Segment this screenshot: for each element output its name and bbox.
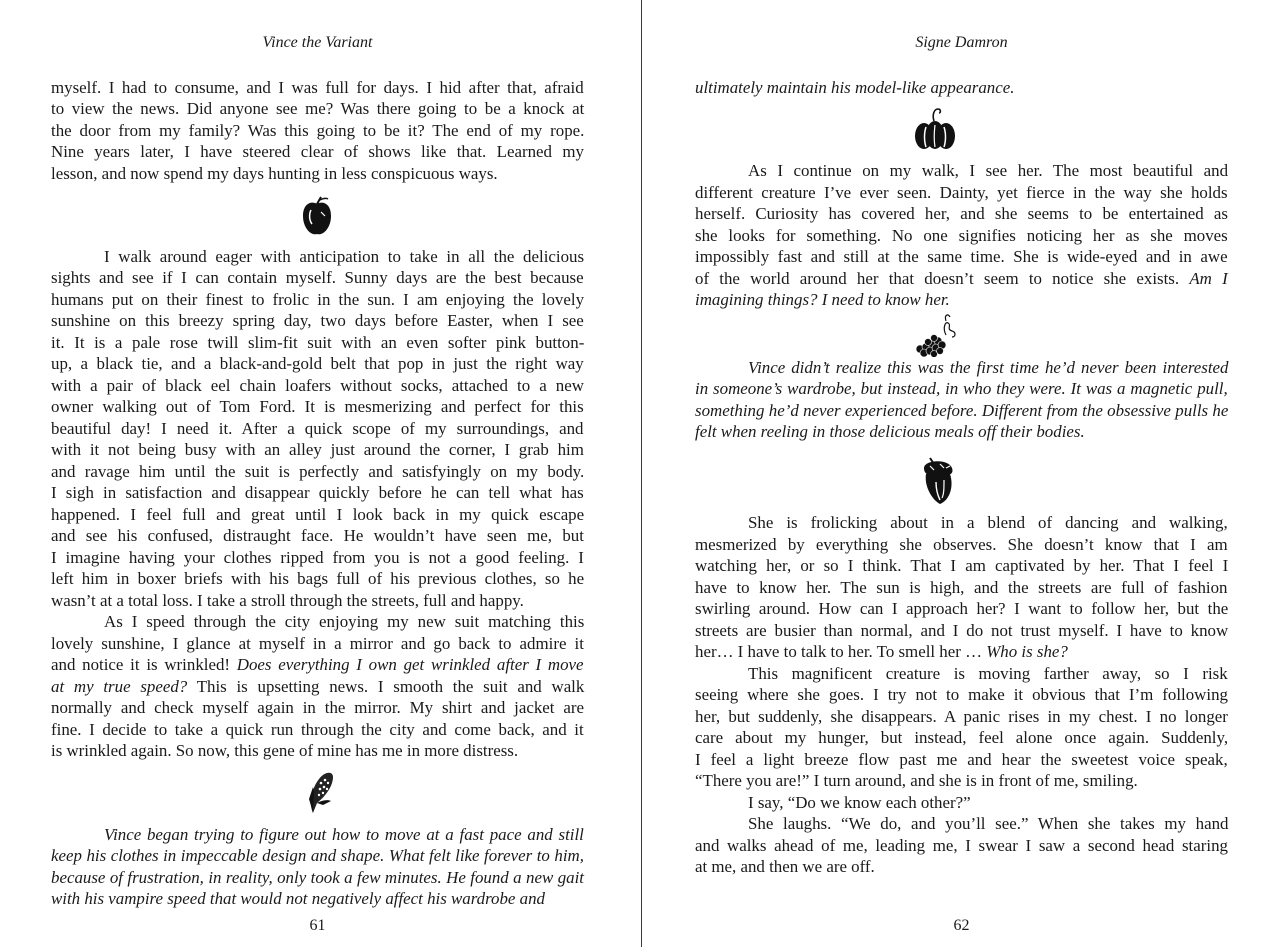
text-line xyxy=(695,421,1085,442)
text-line xyxy=(695,727,1228,748)
page-number: 61 xyxy=(309,917,326,934)
text-line xyxy=(51,654,584,675)
roman-text: care about my hunger, but instead, feel alone once again. Suddenly, xyxy=(695,728,1229,747)
roman-text: owner walking out of Tom Ford. It is mesmerizing and perfect for this xyxy=(51,397,584,416)
roman-text: and notice it is wrinkled! xyxy=(51,655,237,674)
text-line xyxy=(51,547,584,568)
roman-text: at me, and then we are off. xyxy=(695,857,875,876)
roman-text: fine. I decide to take a quick run through the city and come back, and it xyxy=(51,719,584,739)
pumpkin-icon xyxy=(912,107,958,151)
text-line xyxy=(695,182,1228,203)
running-head: Vince the Variant xyxy=(262,34,373,51)
text-line xyxy=(51,461,584,482)
roman-text: wasn’t at a total loss. I take a stroll through the streets, full and happy. xyxy=(51,590,524,610)
text-line xyxy=(104,611,584,632)
text-line xyxy=(51,504,584,525)
text-line xyxy=(695,835,1228,856)
text-line xyxy=(695,203,1228,224)
italic-text: in someone’s wardrobe, but instead, in who they were. It was a magnetic pull, xyxy=(695,379,1228,398)
roman-text: She laughs. “We do, and you’ll see.” When she takes my hand xyxy=(748,814,1229,833)
text-line xyxy=(695,225,1228,246)
text-line xyxy=(51,120,584,141)
text-line xyxy=(51,353,584,374)
text-line xyxy=(695,749,1228,770)
roman-text: As I speed through the city enjoying my new suit matching this xyxy=(104,612,585,631)
text-line xyxy=(51,98,584,119)
italic-text: ultimately maintain his model-like appearance. xyxy=(695,77,1015,97)
roman-text: I imagine having your clothes ripped from you is not a good feeling. I xyxy=(51,547,584,567)
roman-text: watching her, or so I think. That I am captivated by her. That I feel I xyxy=(695,556,1229,575)
roman-text: swirling around. How can I approach her? I want to follow her, but the xyxy=(695,599,1229,618)
roman-text: happened. I feel full and great until I look back in my quick escape xyxy=(51,504,585,524)
text-line xyxy=(51,163,498,184)
roman-text: is wrinkled again. So now, this gene of mine has me in more distress. xyxy=(51,741,519,760)
text-line xyxy=(695,684,1228,705)
roman-text: impossibly fast and still at the same time. She is wide-eyed and in awe xyxy=(695,247,1228,266)
roman-text: sights and see if I can contain myself. Sunny days are the best because xyxy=(51,268,584,287)
text-line xyxy=(51,888,545,909)
text-line xyxy=(695,641,1068,662)
text-line xyxy=(695,706,1228,727)
roman-text: have to know her. The sun is high, and the streets are full of fashion xyxy=(695,577,1228,597)
roman-text: herself. Curiosity has covered her, and she seems to be entertained as xyxy=(695,204,1228,223)
text-line xyxy=(51,141,584,162)
right-page xyxy=(695,0,1228,947)
text-line xyxy=(748,512,1228,533)
text-line xyxy=(51,77,584,98)
text-line xyxy=(695,577,1228,598)
text-line xyxy=(748,160,1228,181)
italic-text: something he’d never experienced before. Different from the obsessive pulls he xyxy=(695,400,1229,420)
roman-text: I sigh in satisfaction and disappear quickly before he can tell what has xyxy=(51,483,584,502)
text-line xyxy=(51,590,524,611)
roman-text: of the world around her that doesn’t seem to notice she exists. xyxy=(695,268,1190,288)
text-line xyxy=(51,482,584,503)
text-line xyxy=(695,598,1228,619)
text-line xyxy=(748,663,1228,684)
roman-text: sunshine on this breezy spring day, two days before Easter, when I see xyxy=(51,311,584,330)
text-line xyxy=(51,310,584,331)
roman-text: humans put on their finest to frolic in the sun. I am enjoying the lovely xyxy=(51,289,585,309)
text-line xyxy=(51,697,584,718)
roman-text: and see his confused, distraught face. He wouldn’t have seen me, but xyxy=(51,526,584,545)
page-gutter-divider xyxy=(641,0,642,947)
acorn-icon xyxy=(918,454,960,506)
italic-text: with his vampire speed that would not negatively affect his wardrobe and xyxy=(51,889,545,908)
roman-text: She is frolicking about in a blend of dancing and walking, xyxy=(748,513,1228,532)
roman-text: the door from my family? Was this going to be it? The end of my rope. xyxy=(51,120,585,140)
text-line xyxy=(51,439,584,460)
roman-text: different creature I’ve ever seen. Dainty, yet fierce in the way she holds xyxy=(695,182,1228,202)
text-line xyxy=(51,289,584,310)
roman-text: up, a black tie, and a black-and-gold belt that pop in just the right way xyxy=(51,354,584,373)
text-line xyxy=(748,792,971,813)
roman-text: it. It is a pale rose twill slim-fit suit with an even softer pink button- xyxy=(51,332,585,352)
text-line xyxy=(51,332,584,353)
text-line xyxy=(748,357,1228,378)
text-line xyxy=(695,77,1014,98)
text-line xyxy=(695,289,950,310)
roman-text: left him in boxer briefs with his bags full of his previous clothes, so he xyxy=(51,569,585,588)
roman-text: and ravage him until the suit is perfectly and satisfyingly on my body. xyxy=(51,461,585,481)
roman-text: her, but suddenly, she disappears. A panic rises in my chest. I no longer xyxy=(695,706,1228,726)
roman-text: I feel a light breeze flow past me and hear the sweetest voice speak, xyxy=(695,749,1228,769)
italic-text: Does everything I own get wrinkled after I move xyxy=(236,655,584,674)
text-line xyxy=(51,568,584,589)
roman-text: beautiful day! I need it. After a quick scope of my surroundings, and xyxy=(51,418,584,438)
italic-text: keep his clothes in impeccable design and shape. What felt like forever to him, xyxy=(51,846,584,865)
text-line xyxy=(695,555,1228,576)
roman-text: “There you are!” I turn around, and she is in front of me, smiling. xyxy=(695,771,1138,790)
text-line xyxy=(104,246,584,267)
text-line xyxy=(695,770,1138,791)
text-line xyxy=(695,400,1228,421)
roman-text: normally and check myself again in the mirror. My shirt and jacket are xyxy=(51,698,585,717)
text-line xyxy=(51,396,584,417)
roman-text: she looks for something. No one signifies noticing her as she moves xyxy=(695,225,1228,245)
apple-icon xyxy=(299,196,335,238)
roman-text: Nine years later, I have steered clear of shows like that. Learned my xyxy=(51,142,584,161)
italic-text: imagining things? I need to know her. xyxy=(695,290,950,309)
text-line xyxy=(695,620,1228,641)
text-line xyxy=(51,867,584,888)
roman-text: I say, “Do we know each other?” xyxy=(748,792,971,812)
text-line xyxy=(695,246,1228,267)
roman-text: to view the news. Did anyone see me? Was there going to be a knock at xyxy=(51,99,585,118)
text-line xyxy=(695,534,1228,555)
text-line xyxy=(51,375,584,396)
italic-text: Vince didn’t realize this was the first time he’d never been interested xyxy=(748,357,1229,377)
page-number: 62 xyxy=(953,917,970,934)
text-line xyxy=(51,845,584,866)
italic-text: felt when reeling in those delicious meals off their bodies. xyxy=(695,422,1085,441)
italic-text: at my true speed? xyxy=(51,676,188,696)
text-line xyxy=(104,824,584,845)
text-line xyxy=(695,268,1228,289)
corn-icon xyxy=(305,769,339,815)
text-line xyxy=(51,525,584,546)
grapes-icon xyxy=(912,311,966,357)
text-line xyxy=(695,378,1228,399)
roman-text: lesson, and now spend my days hunting in less conspicuous ways. xyxy=(51,163,498,183)
roman-text: I walk around eager with anticipation to take in all the delicious xyxy=(104,246,585,266)
italic-text: Am I xyxy=(1189,268,1228,288)
italic-text: Who is she? xyxy=(986,642,1068,661)
roman-text: her… I have to talk to her. To smell her … xyxy=(695,642,987,661)
roman-text: with it not being busy with an alley just around the corner, I grab him xyxy=(51,440,584,459)
text-line xyxy=(695,856,875,877)
text-line xyxy=(51,267,584,288)
roman-text: This magnificent creature is moving farther away, so I risk xyxy=(748,663,1228,683)
text-line xyxy=(51,676,584,697)
text-line xyxy=(51,740,518,761)
roman-text: myself. I had to consume, and I was full for days. I hid after that, afraid xyxy=(51,77,584,97)
text-line xyxy=(51,418,584,439)
roman-text: streets are busier than normal, and I do not trust myself. I have to know xyxy=(695,620,1229,640)
left-page xyxy=(51,0,584,947)
roman-text: and walks ahead of me, leading me, I swear I saw a second head staring xyxy=(695,835,1228,855)
text-line xyxy=(51,633,584,654)
roman-text: seeing where she goes. I try not to make it obvious that I’m following xyxy=(695,685,1228,704)
roman-text: with a pair of black eel chain loafers without socks, attached to a new xyxy=(51,375,584,395)
running-head: Signe Damron xyxy=(915,34,1008,51)
roman-text: lovely sunshine, I glance at myself in a mirror and go back to admire it xyxy=(51,633,584,653)
text-line xyxy=(51,719,584,740)
roman-text: mesmerized by everything she observes. She doesn’t know that I am xyxy=(695,534,1228,554)
italic-text: because of frustration, in reality, only took a few minutes. He found a new gait xyxy=(51,867,584,887)
text-line xyxy=(748,813,1228,834)
roman-text: As I continue on my walk, I see her. The most beautiful and xyxy=(748,161,1229,180)
roman-text: This is upsetting news. I smooth the suit and walk xyxy=(187,676,585,696)
italic-text: Vince began trying to figure out how to move at a fast pace and still xyxy=(104,824,584,844)
